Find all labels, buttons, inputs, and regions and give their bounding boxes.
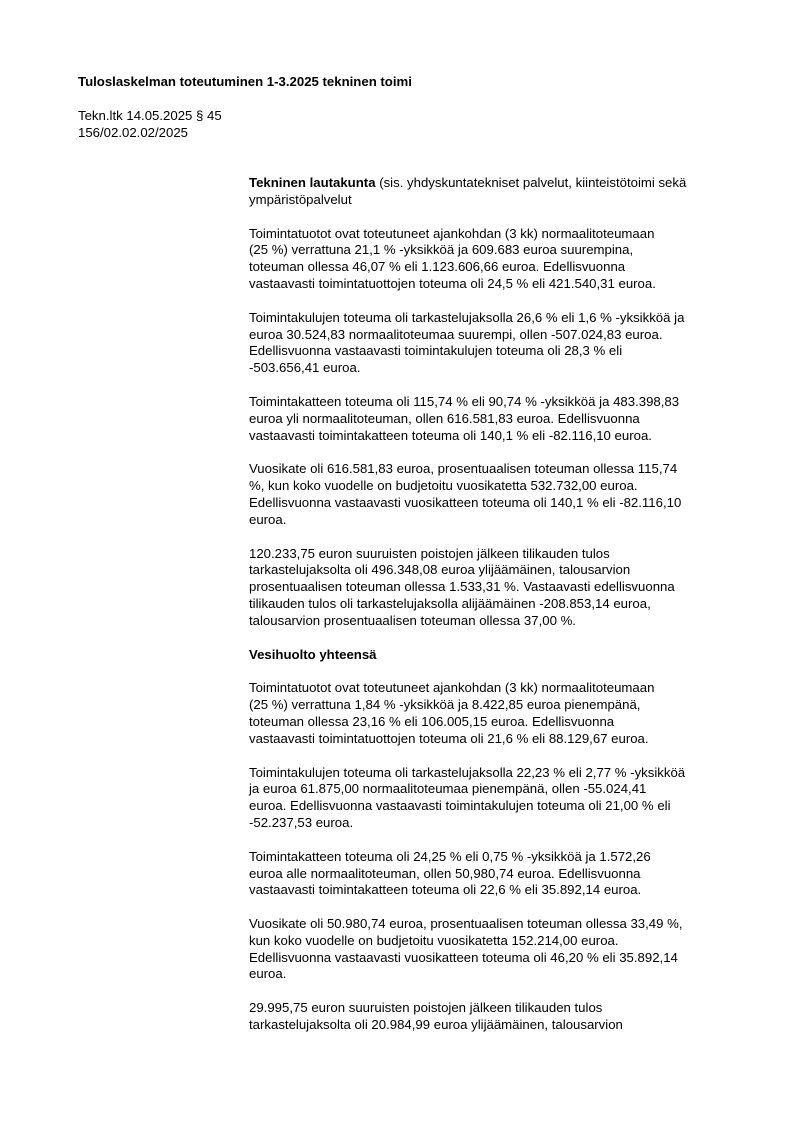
paragraph-line: -503.656,41 euroa. — [249, 360, 361, 376]
section-heading-scope-cont: ympäristöpalvelut — [249, 191, 352, 207]
vesihuolto-paragraph — [249, 916, 741, 983]
paragraph-line: tilikauden tulos oli tarkastelujaksolla alijäämäinen -208.853,14 euroa, — [249, 595, 651, 611]
section-heading-bold: Tekninen lautakunta — [249, 175, 376, 190]
paragraph-line: Edellisvuonna vastaavasti toimintakulujen toteuma oli 28,3 % eli — [249, 343, 623, 359]
vesihuolto-paragraph — [249, 1000, 741, 1034]
paragraph-line: ja euroa 61.875,00 normaalitoteumaa pienempänä, ollen -55.024,41 — [249, 781, 647, 797]
document-body — [249, 175, 741, 1051]
paragraph-line: tarkastelujaksolta oli 20.984,99 euroa ylijäämäinen, talousarvion — [249, 1017, 623, 1033]
section-tekninen-paragraphs — [249, 226, 741, 630]
paragraph-line: euroa 30.524,83 normaalitoteumaa suurempi, ollen -507.024,83 euroa. — [249, 326, 663, 342]
meeting-reference: Tekn.ltk 14.05.2025 § 45 — [78, 108, 222, 123]
paragraph-line: (25 %) verrattuna 1,84 % -yksikköä ja 8.422,85 euroa pienempänä, — [249, 697, 641, 713]
paragraph-line: Toimintakatteen toteuma oli 24,25 % eli 0,75 % -yksikköä ja 1.572,26 — [249, 848, 651, 864]
paragraph-line: Toimintatuotot ovat toteutuneet ajankohdan (3 kk) normaalitoteumaan — [249, 680, 655, 696]
paragraph-line: 120.233,75 euron suuruisten poistojen jälkeen tilikauden tulos — [249, 545, 610, 561]
tekninen-paragraph — [249, 226, 741, 293]
section-tekninen-heading — [249, 175, 741, 209]
paragraph-line: Edellisvuonna vastaavasti vuosikatteen toteuma oli 46,20 % eli 35.892,14 — [249, 949, 678, 965]
paragraph-line: vastaavasti toimintatuottojen toteuma oli 21,6 % eli 88.129,67 euroa. — [249, 730, 649, 746]
paragraph-line: vastaavasti toimintakatteen toteuma oli 22,6 % eli 35.892,14 euroa. — [249, 882, 642, 898]
paragraph-line: prosentuaalisen toteuman ollessa 1.533,31 %. Vastaavasti edellisvuonna — [249, 579, 675, 595]
paragraph-line: talousarvion prosentuaalisen toteuman ollessa 37,00 %. — [249, 612, 576, 628]
tekninen-paragraph — [249, 461, 741, 528]
paragraph-line: Toimintakulujen toteuma oli tarkastelujaksolla 22,23 % eli 2,77 % -yksikköä — [249, 764, 686, 780]
tekninen-paragraph — [249, 310, 741, 377]
paragraph-line: %, kun koko vuodelle on budjetoitu vuosikatetta 532.732,00 euroa. — [249, 478, 638, 494]
paragraph-line: Vuosikate oli 616.581,83 euroa, prosentuaalisen toteuman ollessa 115,74 — [249, 461, 678, 477]
paragraph-line: (25 %) verrattuna 21,1 % -yksikköä ja 609.683 euroa suurempina, — [249, 242, 634, 258]
paragraph-line: tarkastelujaksolta oli 496.348,08 euroa ylijäämäinen, talousarvion — [249, 562, 631, 578]
paragraph-line: kun koko vuodelle on budjetoitu vuosikatetta 152.214,00 euroa. — [249, 932, 619, 948]
vesihuolto-paragraph — [249, 849, 741, 899]
paragraph-line: euroa alle normaalitoteuman, ollen 50,980,74 euroa. Edellisvuonna — [249, 865, 641, 881]
paragraph-line: euroa. — [249, 511, 287, 527]
paragraph-line: toteuman ollessa 46,07 % eli 1.123.606,66 euroa. Edellisvuonna — [249, 259, 626, 275]
paragraph-line: euroa. — [249, 966, 287, 982]
paragraph-line: Toimintakatteen toteuma oli 115,74 % eli 90,74 % -yksikköä ja 483.398,83 — [249, 393, 680, 409]
tekninen-paragraph — [249, 394, 741, 444]
tekninen-paragraph — [249, 546, 741, 630]
section-heading-scope: (sis. yhdyskuntatekniset palvelut, kiinteistötoimi sekä — [375, 175, 687, 190]
section-vesihuolto-paragraphs — [249, 680, 741, 1034]
record-number: 156/02.02.02/2025 — [78, 124, 189, 140]
paragraph-line: Toimintatuotot ovat toteutuneet ajankohdan (3 kk) normaalitoteumaan — [249, 225, 655, 241]
paragraph-line: -52.237,53 euroa. — [249, 814, 354, 830]
paragraph-line: Vuosikate oli 50.980,74 euroa, prosentuaalisen toteuman ollessa 33,49 %, — [249, 916, 683, 932]
section-vesihuolto-heading: Vesihuolto yhteensä — [249, 646, 377, 662]
paragraph-line: euroa yli normaalitoteuman, ollen 616.581,83 euroa. Edellisvuonna — [249, 410, 640, 426]
vesihuolto-paragraph — [249, 765, 741, 832]
vesihuolto-paragraph — [249, 680, 741, 747]
paragraph-line: vastaavasti toimintatuottojen toteuma oli 24,5 % eli 421.540,31 euroa. — [249, 275, 656, 291]
document-title: Tuloslaskelman toteutuminen 1-3.2025 tekninen toimi — [78, 74, 412, 89]
paragraph-line: Edellisvuonna vastaavasti vuosikatteen toteuma oli 140,1 % eli -82.116,10 — [249, 494, 682, 510]
paragraph-line: vastaavasti toimintakatteen toteuma oli 140,1 % eli -82.116,10 euroa. — [249, 427, 652, 443]
document-meta — [78, 108, 222, 142]
paragraph-line: 29.995,75 euron suuruisten poistojen jälkeen tilikauden tulos — [249, 1000, 603, 1016]
paragraph-line: Toimintakulujen toteuma oli tarkastelujaksolla 26,6 % eli 1,6 % -yksikköä ja — [249, 309, 685, 325]
paragraph-line: euroa. Edellisvuonna vastaavasti toimintakulujen toteuma oli 21,00 % eli — [249, 798, 671, 814]
paragraph-line: toteuman ollessa 23,16 % eli 106.005,15 euroa. Edellisvuonna — [249, 713, 615, 729]
